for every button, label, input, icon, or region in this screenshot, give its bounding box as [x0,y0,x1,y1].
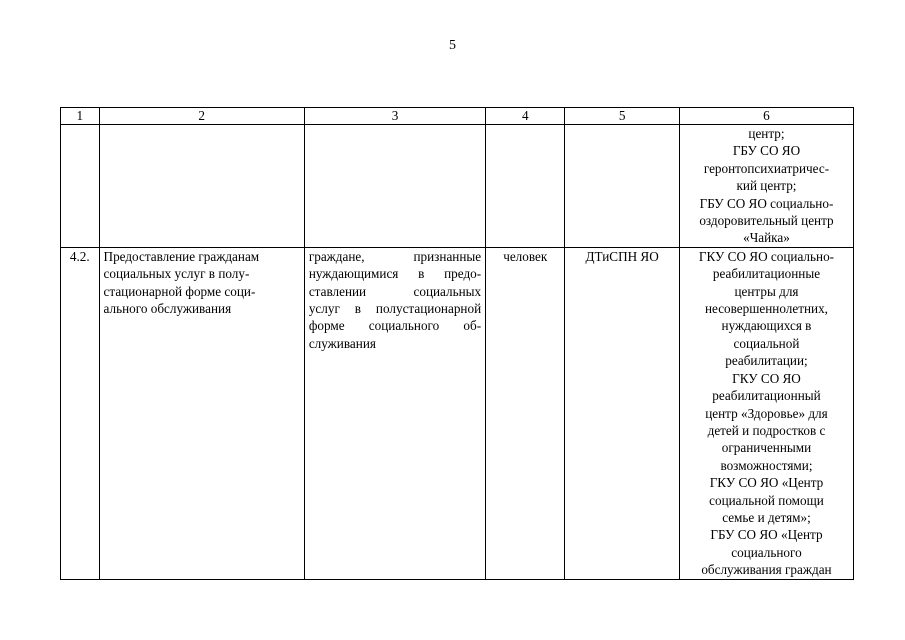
institution-line: реабилитации; [725,353,808,369]
institution-line: возможностями; [720,457,813,473]
responsible-cell [565,125,680,248]
institution-line: семье и детям»; [722,509,811,525]
institution-line: детей и подростков с [707,422,826,438]
institution-line: геронтопсихиатричес- [703,160,830,176]
institution-line: центры для [734,283,799,299]
header-cell-3: 3 [304,108,485,125]
institution-line: центр; [748,126,785,141]
institution-line: центр «Здоровье» для [705,405,828,421]
institution-line: несовершеннолетних, [704,301,828,317]
row-number-cell: 4.2. [61,247,100,579]
recipients-line: форме социального об- [308,318,482,334]
unit-cell [486,125,565,248]
services-table [60,107,854,580]
institution-line: ограниченными [721,440,812,456]
row-number-cell [61,125,100,248]
recipients-cell [304,247,485,579]
recipients-line: нуждающимися в предо- [308,266,482,282]
institution-line: обслуживания граждан [701,562,832,578]
institutions-cell [679,125,853,248]
institution-line: оздоровительный центр [699,213,834,229]
unit-cell: человек [486,247,565,579]
header-cell-2: 2 [99,108,304,125]
recipients-line: услуг в полустационарной [308,301,482,317]
institution-line: ГБУ СО ЯО [732,143,801,159]
institution-line: кий центр; [736,178,797,194]
institution-line: ГКУ СО ЯО «Центр [709,475,824,491]
institution-line: «Чайка» [743,230,790,246]
recipients-line: служивания [308,335,376,351]
recipients-cell [304,125,485,248]
header-cell-5: 5 [565,108,680,125]
institution-line: реабилитационный [712,388,821,404]
header-cell-1: 1 [61,108,100,125]
institution-line: социальной помощи [709,492,824,508]
page-number: 5 [449,38,456,53]
service-name-cell [99,247,304,579]
institution-line: социального [731,544,802,560]
institution-line: социальной [733,335,800,351]
service-name-cell [99,125,304,248]
institution-line: ГКУ СО ЯО социально- [698,248,835,264]
service-line: Предоставление гражданам [103,248,260,264]
institution-line: ГКУ СО ЯО [732,370,801,386]
service-line: ального обслуживания [103,301,232,317]
table-row [61,247,854,579]
institutions-cell [679,247,853,579]
service-line: социальных услуг в полу- [103,266,250,282]
responsible-cell: ДТиСПН ЯО [565,247,680,579]
institution-line: нуждающихся в [721,318,812,334]
header-cell-4: 4 [486,108,565,125]
institution-line: реабилитационные [712,266,821,282]
institution-line: ГБУ СО ЯО социально- [699,195,834,211]
recipients-line: граждане, признанные [308,248,482,264]
table-header-row [61,108,854,125]
service-line: стационарной форме соци- [103,283,256,299]
recipients-line: ставлении социальных [308,283,482,299]
header-cell-6: 6 [679,108,853,125]
table-row [61,125,854,248]
institution-line: ГБУ СО ЯО «Центр [710,527,823,543]
